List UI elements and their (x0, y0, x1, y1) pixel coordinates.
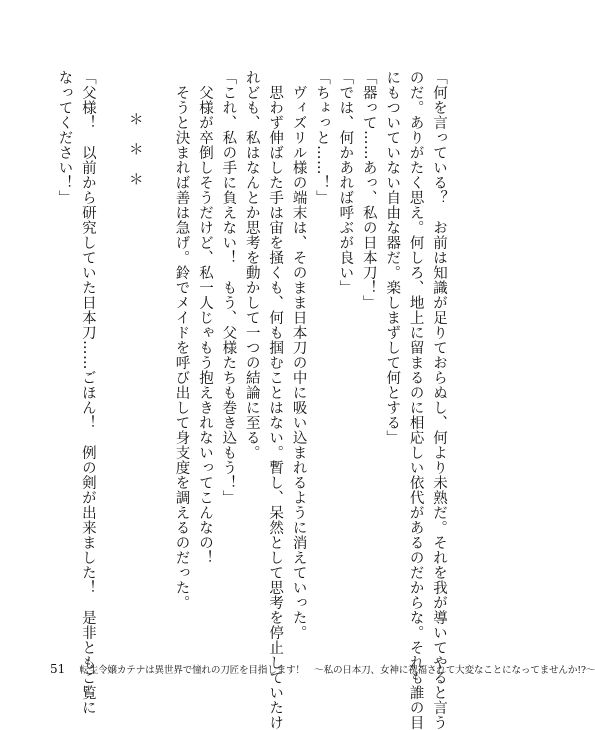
text-line: 思わず伸ばした手は宙を掻くも、何も掴むことはない。暫し、呆然として思考を停止していたけ (267, 70, 284, 730)
text-line: 父様が卒倒しそうだけど、私一人じゃもう抱えきれないってこんなの！ (196, 70, 213, 565)
text-line: ヴィズリル様の端末は、そのまま日本刀の中に吸い込まれるように消えていった。 (290, 70, 307, 640)
text-line: れども、私はなんとか思考を動かして一つの結論に至る。 (243, 70, 260, 460)
text-line: なってください！」 (56, 70, 73, 205)
book-title: 転生令嬢カテナは異世界で憧れの刀匠を目指します！ ～私の日本刀、女神に祝福されて大変なことになってませんか!?～ (79, 665, 595, 676)
text-line: 「これ、私の手に負えない！ もう、父様たちも巻き込もう！」 (220, 70, 237, 505)
text-line: 「では、何かあれば呼ぶが良い」 (337, 70, 354, 295)
page-number: 51 (50, 662, 66, 676)
text-line: のだ。ありがたく思え。何しろ、地上に留まるのに相応しい依代があるのだからな。それも誰の目 (407, 70, 424, 730)
text-line: 「ちょっと……！」 (313, 70, 330, 205)
blank-line (99, 70, 122, 640)
scene-break: ＊ ＊ ＊ (126, 112, 143, 187)
text-line: 「器って……あっ、私の日本刀！」 (360, 70, 377, 310)
text-line: そうと決まれば善は急げ。鈴でメイドを呼び出して身支度を調えるのだった。 (173, 70, 190, 610)
blank-line (146, 70, 169, 640)
text-line: にもついていない自由な器だ。楽しまずして何とする」 (384, 70, 401, 445)
page-footer (50, 662, 595, 678)
text-line: 「何を言っている？ お前は知識が足りておらぬし、何より未熟だ。それを我が導いてやると言う (431, 70, 447, 730)
text-line: 「父様！ 以前から研究していた日本刀……ごほん！ 例の剣が出来ました！ 是非ともご覧に (79, 70, 96, 715)
